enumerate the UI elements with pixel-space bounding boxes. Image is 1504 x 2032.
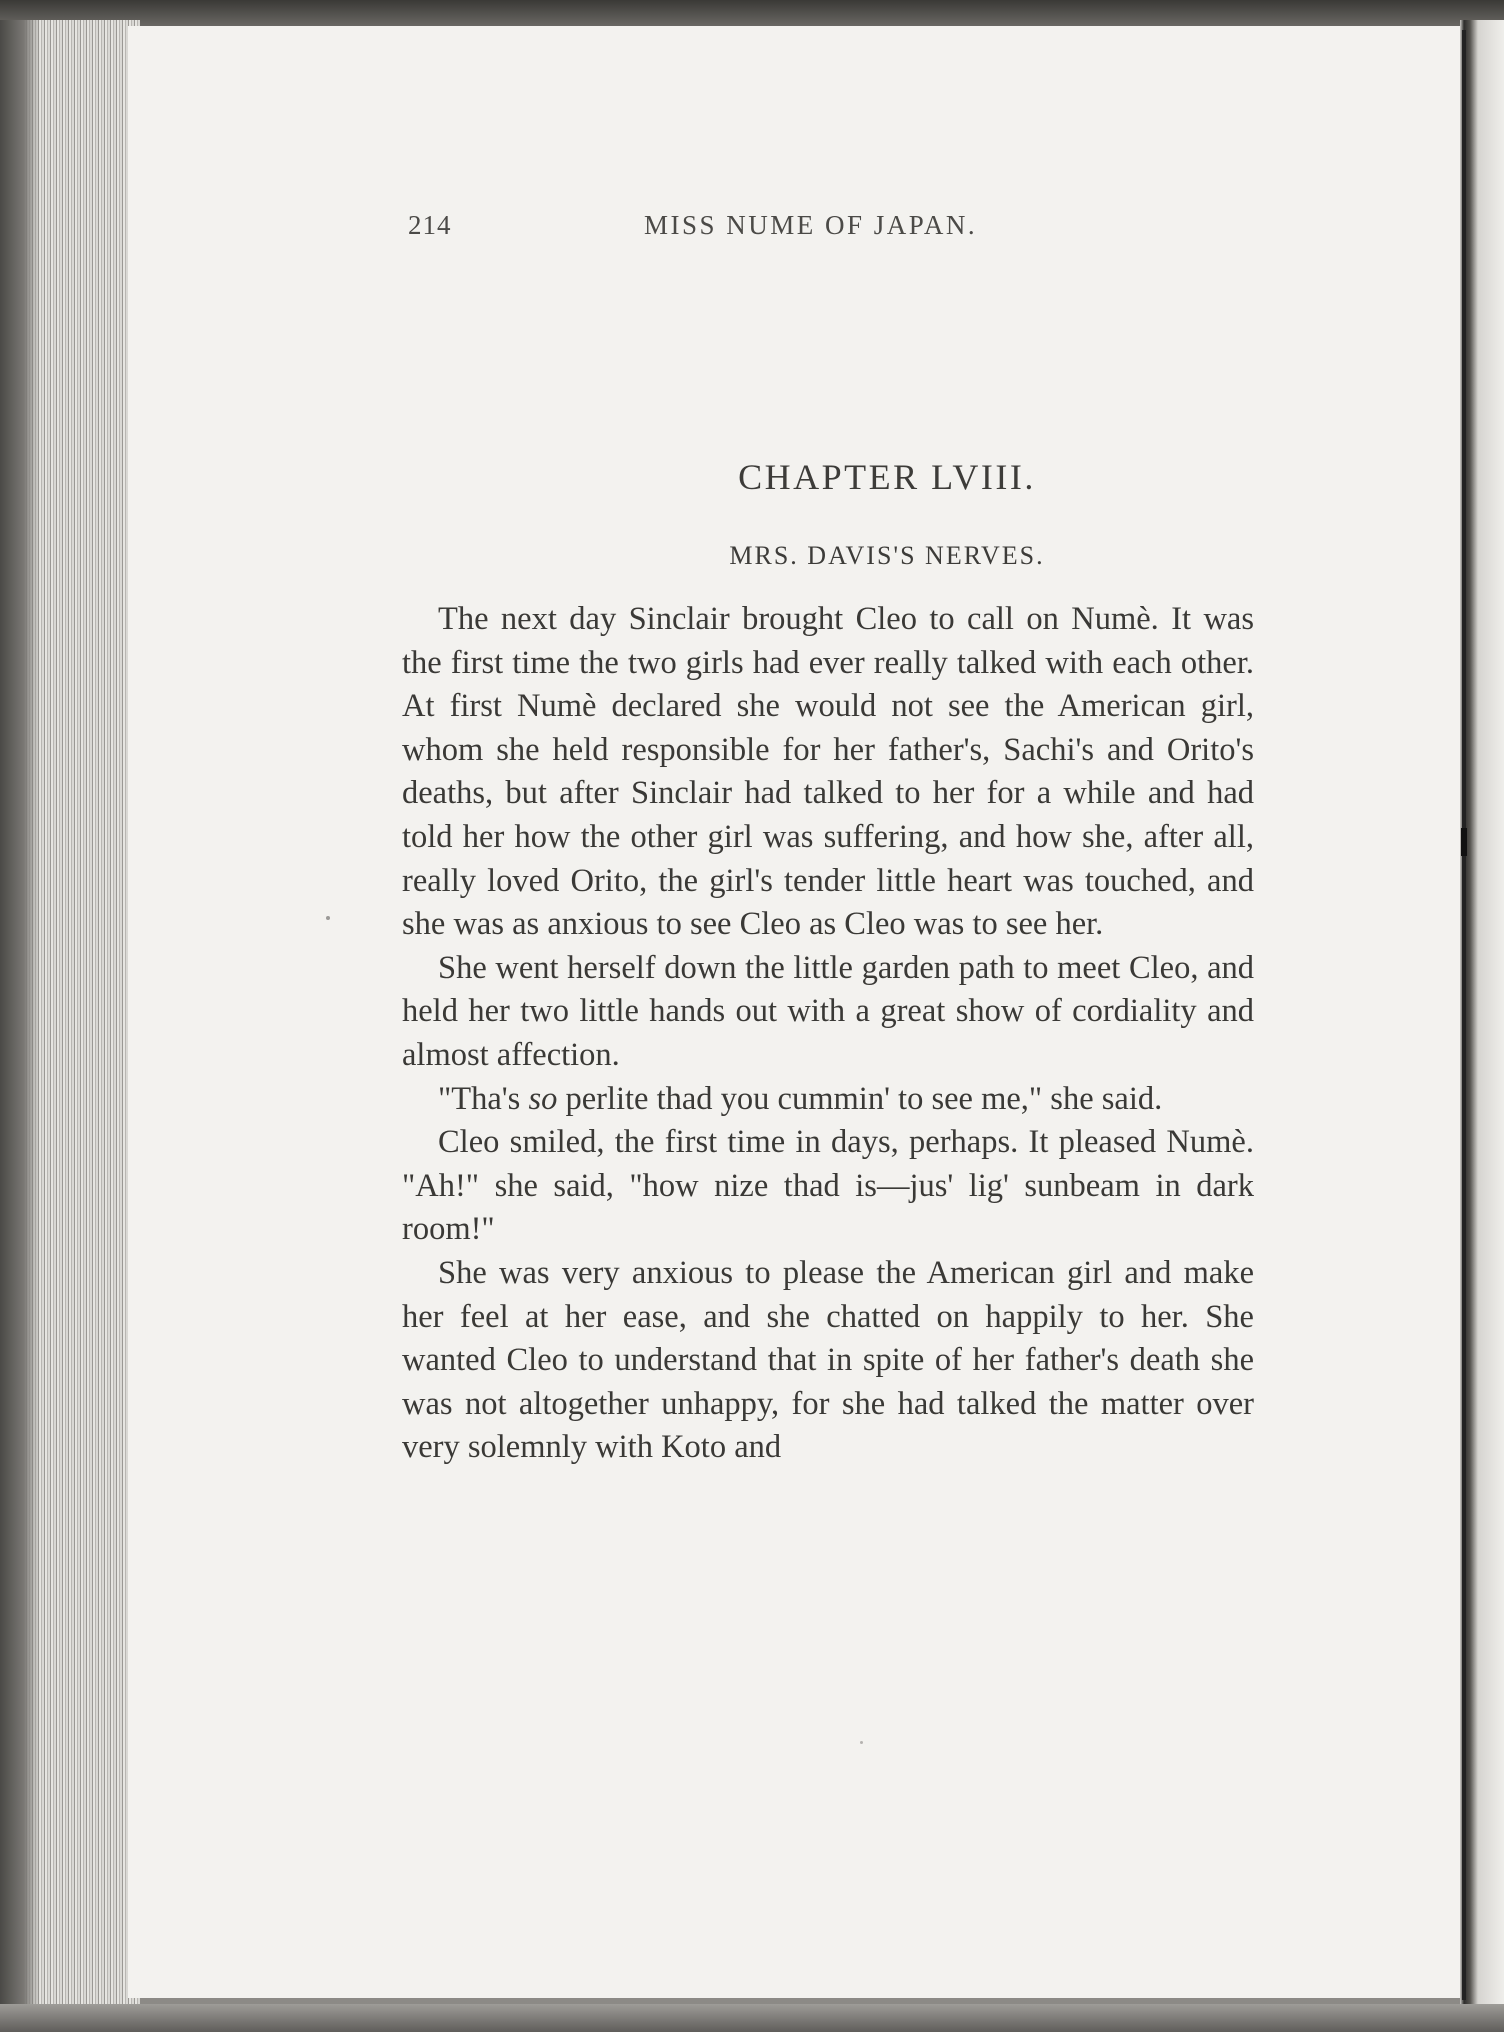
book-bottom-edge xyxy=(0,2004,1504,2032)
paragraph-3-before: "Tha's xyxy=(438,1080,529,1117)
paragraph-3-after: perlite thad you cummin' to see me," she said. xyxy=(557,1080,1163,1117)
paragraph-4: Cleo smiled, the first time in days, perhaps. It pleased Numè. "Ah!" she said, "how nize thad is—jus' lig' sunbeam in dark room!" xyxy=(402,1124,1254,1248)
book-spine-shadow xyxy=(0,20,40,2010)
book-title-header: MISS NUME OF JAPAN. xyxy=(644,210,978,240)
page-number: 214 xyxy=(408,210,452,240)
chapter-body xyxy=(402,598,1254,1470)
paragraph-5: She was very anxious to please the American girl and make her feel at her ease, and she chatted on happily to her. She wanted Cleo to understand that in spite of her father's death she was not altogether unhappy, for she had talked the matter over very solemnly with Koto and xyxy=(402,1254,1254,1466)
book-top-edge xyxy=(0,0,1504,28)
page-speck xyxy=(326,916,330,920)
book-cover-line xyxy=(1462,30,1466,2000)
chapter-subtitle: MRS. DAVIS'S NERVES. xyxy=(729,541,1045,570)
book-cover-edge xyxy=(1460,20,1504,2020)
chapter-title: CHAPTER LVIII. xyxy=(738,457,1036,497)
running-head xyxy=(408,210,1058,250)
emphasized-word: so xyxy=(528,1080,558,1117)
paragraph-3 xyxy=(402,1078,1254,1122)
paragraph-2: She went herself down the little garden path to meet Cleo, and held her two little hands out with a great show of cordiality and almost affection. xyxy=(402,949,1254,1073)
page-speck xyxy=(860,1741,863,1744)
paragraph-1: The next day Sinclair brought Cleo to call on Numè. It was the first time the two girls had ever really talked with each other. At first Numè declared she would not see the American girl, whom she held responsible for her father's, Sachi's and Orito's deaths, but after Sinclair had talked to her for a while and had told her how the other girl was suffering, and how she, after all, really loved Orito, the girl's tender little heart was touched, and she was as anxious to see Cleo as Cleo was to see her. xyxy=(402,601,1254,943)
cover-edge-mark xyxy=(1461,828,1467,856)
